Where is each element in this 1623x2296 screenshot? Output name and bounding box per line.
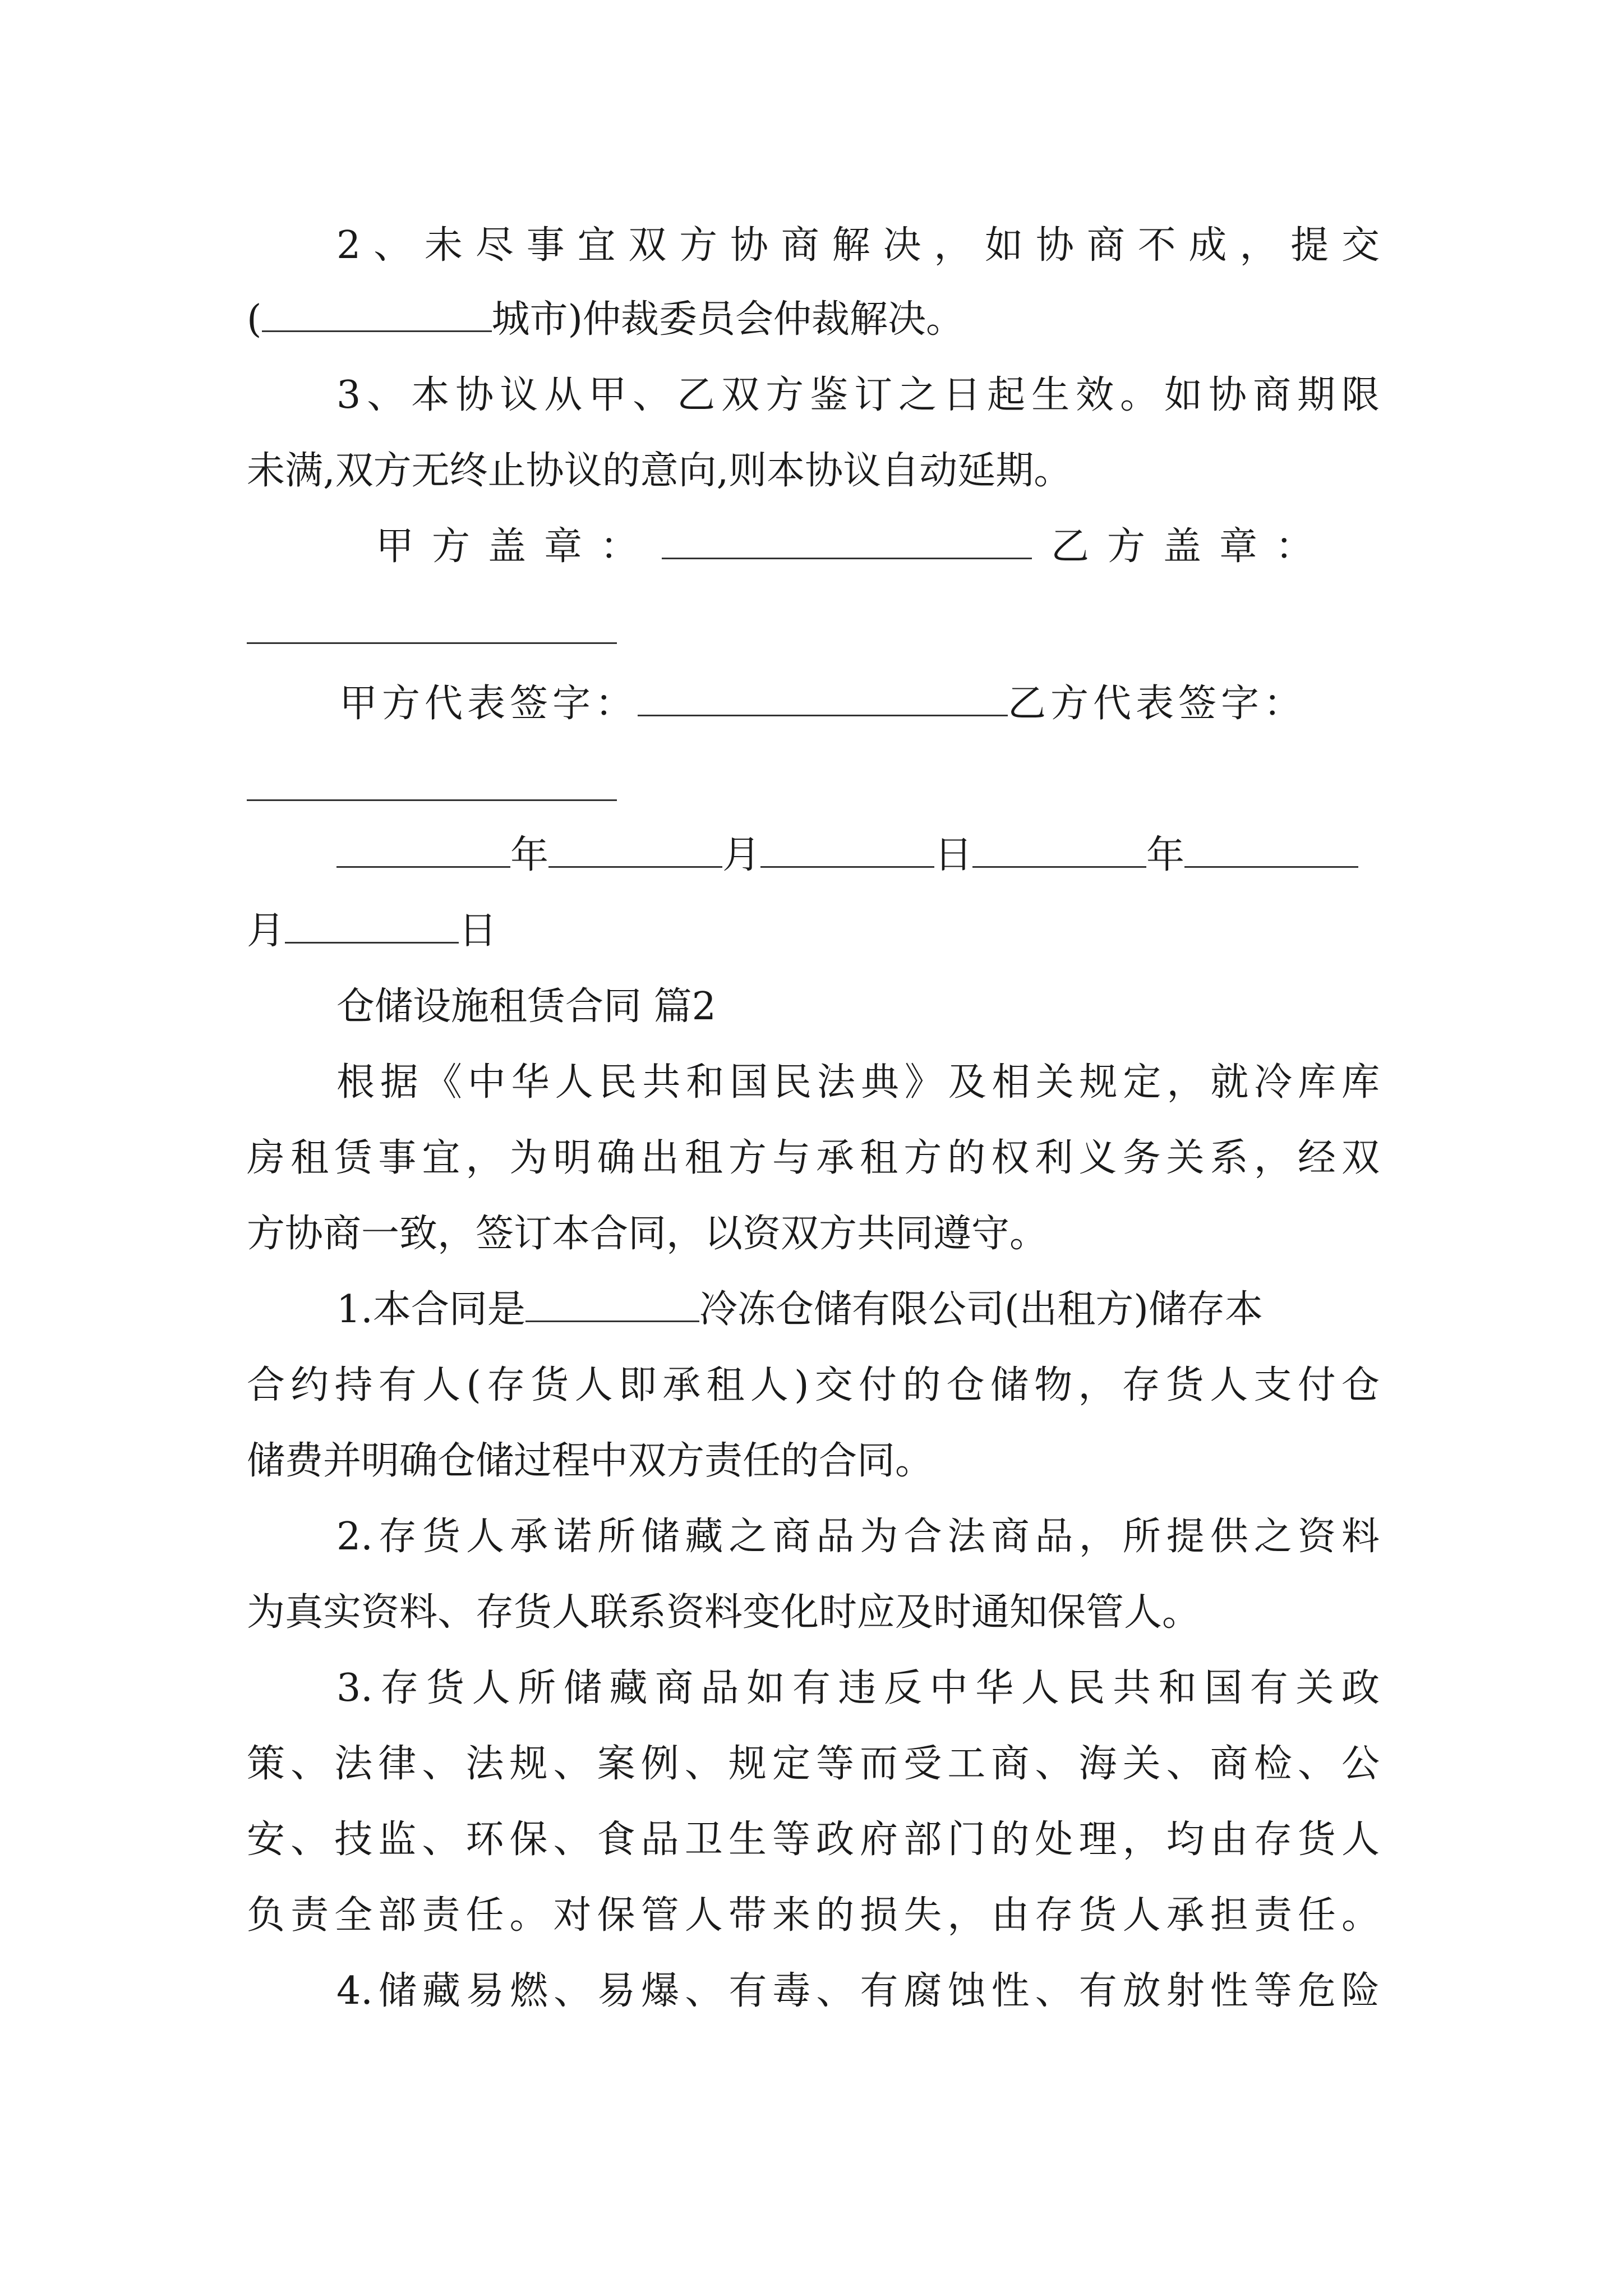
party-b-rep-blank <box>247 799 617 801</box>
rep-row <box>339 676 1380 732</box>
clause-2-line-1: 2、未尽事宜双方协商解决，如协商不成，提交 <box>336 223 1380 268</box>
party-b-day-blank <box>285 907 459 944</box>
item-3-line-4: 负责全部责任。对保管人带来的损失，由存货人承担责任。 <box>247 1893 1380 1938</box>
party-b-month-blank-1 <box>1184 831 1358 868</box>
party-b-seal-label: 乙方盖章： <box>1051 524 1332 569</box>
item-1-line-1 <box>336 1282 1380 1338</box>
party-b-month-label: 月 <box>247 909 285 953</box>
clause-2-line-2-text: 城市)仲裁委员会仲裁解决。 <box>491 297 965 342</box>
party-b-year-blank <box>972 831 1146 868</box>
clause-2-paren: ( <box>247 297 262 342</box>
item-3-line-1: 3.存货人所储藏商品如有违反中华人民共和国有关政 <box>336 1666 1380 1710</box>
intro-line-1: 根据《中华人民共和国民法典》及相关规定，就冷库库 <box>336 1060 1380 1105</box>
party-b-day-label: 日 <box>459 909 497 953</box>
party-b-seal-blank <box>247 642 617 644</box>
city-blank <box>262 296 492 332</box>
item-1-line-3: 储费并明确仓储过程中双方责任的合同。 <box>247 1439 934 1483</box>
date-row <box>336 827 1380 884</box>
party-a-rep-label: 甲方代表签字： <box>339 682 638 726</box>
party-a-month-blank <box>548 831 722 868</box>
clause-2-line-2 <box>247 292 1380 348</box>
party-a-day-blank <box>760 831 934 868</box>
item-3-line-3: 安、技监、环保、食品卫生等政府部门的处理，均由存货人 <box>247 1818 1380 1862</box>
party-a-seal-blank <box>662 523 1032 559</box>
item-1-prefix: 1.本合同是 <box>336 1287 525 1332</box>
item-3-line-2: 策、法律、法规、案例、规定等而受工商、海关、商检、公 <box>247 1742 1380 1786</box>
item-2-line-2: 为真实资料、存货人联系资料变化时应及时通知保管人。 <box>247 1590 1201 1635</box>
item-1-line-2: 合约持有人(存货人即承租人)交付的仓储物，存货人支付仓 <box>247 1363 1380 1407</box>
section-2-heading: 仓储设施租赁合同 篇2 <box>336 984 716 1029</box>
item-4-line-1: 4.储藏易燃、易爆、有毒、有腐蚀性、有放射性等危险 <box>336 1969 1380 2013</box>
party-a-year-label: 年 <box>510 833 549 877</box>
clause-3-line-1: 3、本协议从甲、乙双方鉴订之日起生效。如协商期限 <box>336 373 1380 417</box>
item-1-suffix: 冷冻仓储有限公司(出租方)储存本 <box>699 1287 1263 1332</box>
intro-line-3: 方协商一致，签订本合同，以资双方共同遵守。 <box>247 1212 1048 1256</box>
clause-3-line-2: 未满,双方无终止协议的意向,则本协议自动延期。 <box>247 449 1072 493</box>
intro-line-2: 房租赁事宜，为明确出租方与承租方的权利义务关系，经双 <box>247 1136 1380 1180</box>
party-a-day-label: 日 <box>934 833 973 877</box>
party-a-year-blank <box>336 831 510 868</box>
item-2-line-1: 2.存货人承诺所储藏之商品为合法商品，所提供之资料 <box>336 1515 1380 1559</box>
party-a-month-label: 月 <box>722 833 761 877</box>
seal-row <box>376 519 1380 575</box>
party-b-year-label: 年 <box>1146 833 1185 877</box>
company-name-blank <box>525 1286 699 1322</box>
party-a-rep-blank <box>638 680 1008 716</box>
date-row-2 <box>247 903 1380 959</box>
party-a-seal-label: 甲方盖章： <box>376 524 657 569</box>
party-b-rep-label: 乙方代表签字： <box>1008 682 1307 726</box>
